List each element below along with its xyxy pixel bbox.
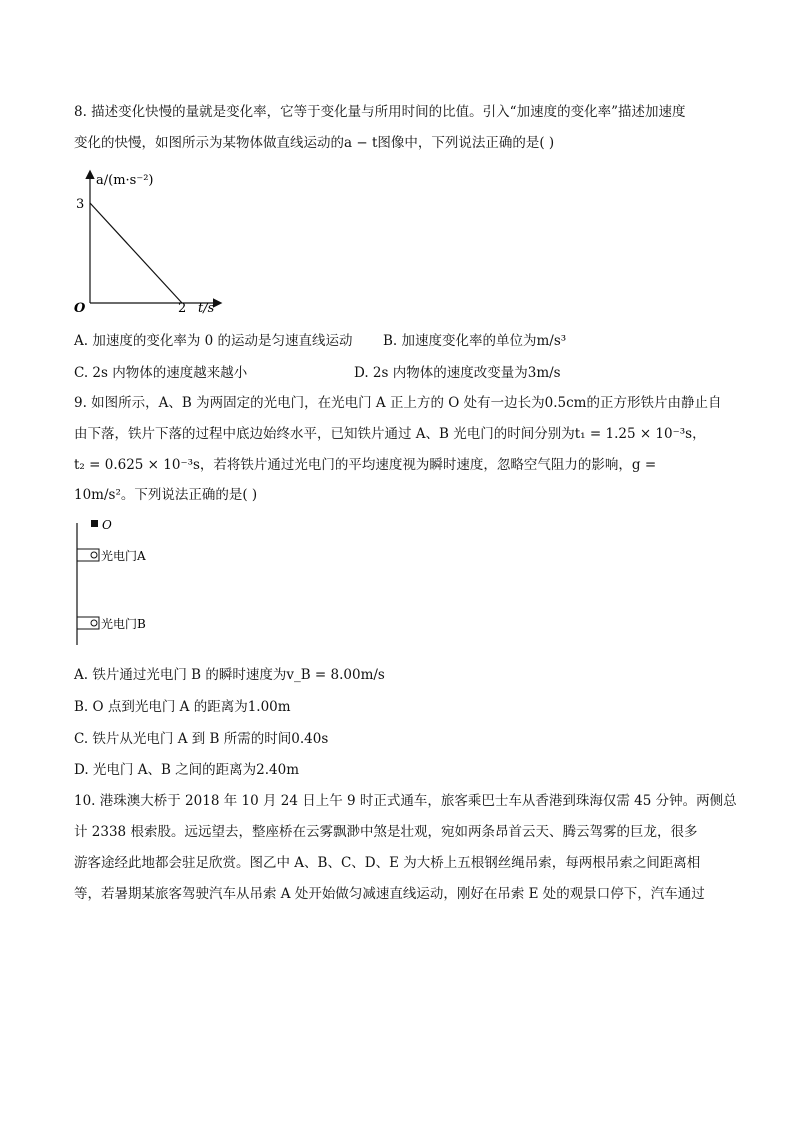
gate-a-label: 光电门A [101, 549, 146, 563]
q10-stem-line-4: 等，若暑期某旅客驾驶汽车从吊索 A 处开始做匀减速直线运动，刚好在吊索 E 处的观景口停下，汽车通过 [74, 886, 705, 902]
q8-option-c[interactable]: C. 2s 内物体的速度越来越小 [74, 365, 248, 381]
gate-a [77, 549, 99, 561]
q9-stem-line-4: 10m/s²。下列说法正确的是( ) [74, 487, 258, 503]
y-axis-label: a/(m·s⁻²) [96, 173, 154, 188]
q10-stem-line-3: 游客途经此地都会驻足欣赏。图乙中 A、B、C、D、E 为大桥上五根钢丝绳吊索，每两根吊索之间距离相 [74, 855, 701, 871]
o-label: O [102, 518, 112, 532]
q8-option-a[interactable]: A. 加速度的变化率为 0 的运动是匀速直线运动 [74, 333, 353, 349]
q10-stem-line-2: 计 2338 根索股。远远望去，整座桥在云雾飘渺中煞是壮观，宛如两条昂首云天、腾云驾雾的巨龙，很多 [74, 824, 698, 840]
y-tick-label: 3 [76, 197, 85, 212]
q8-stem-line-1: 8. 描述变化快慢的量就是变化率，它等于变化量与所用时间的比值。引入“加速度的变化率”描述加速度 [74, 104, 686, 120]
q9-stem-line-3: t₂ = 0.625 × 10⁻³s，若将铁片通过光电门的平均速度视为瞬时速度，忽略空气阻力的影响，g = [74, 457, 657, 473]
gate-b-sensor [91, 620, 97, 626]
gate-b [77, 617, 99, 629]
q8-option-d[interactable]: D. 2s 内物体的速度改变量为3m/s [354, 365, 561, 381]
q9-option-d[interactable]: D. 光电门 A、B 之间的距离为2.40m [74, 762, 300, 778]
q9-photogate-diagram [70, 515, 210, 650]
q8-acceleration-time-graph [70, 160, 230, 320]
gate-a-sensor [91, 552, 97, 558]
q8-option-b[interactable]: B. 加速度变化率的单位为m/s³ [383, 333, 567, 349]
q9-option-c[interactable]: C. 铁片从光电门 A 到 B 所需的时间0.40s [74, 731, 329, 747]
x-tick-label: 2 [178, 301, 187, 316]
q9-option-a[interactable]: A. 铁片通过光电门 B 的瞬时速度为v_B = 8.00m/s [74, 667, 385, 683]
iron-sheet [91, 520, 98, 527]
q9-stem-line-1: 9. 如图所示，A、B 为两固定的光电门，在光电门 A 正上方的 O 处有一边长为0.5cm的正方形铁片由静止自 [74, 395, 722, 411]
origin-label: O [74, 301, 86, 316]
gate-b-label: 光电门B [101, 617, 146, 631]
q9-option-b[interactable]: B. O 点到光电门 A 的距离为1.00m [74, 699, 291, 715]
q10-stem-line-1: 10. 港珠澳大桥于 2018 年 10 月 24 日上午 9 时正式通车，旅客乘巴士车从香港到珠海仅需 45 分钟。两侧总 [74, 793, 737, 809]
x-axis-label: t/s [198, 301, 215, 316]
q9-stem-line-2: 由下落，铁片下落的过程中底边始终水平，已知铁片通过 A、B 光电门的时间分别为t₁ = 1.25 × 10⁻³s， [74, 426, 706, 442]
q8-stem-line-2: 变化的快慢，如图所示为某物体做直线运动的a − t图像中，下列说法正确的是( ) [74, 135, 555, 151]
series-line [90, 203, 182, 303]
